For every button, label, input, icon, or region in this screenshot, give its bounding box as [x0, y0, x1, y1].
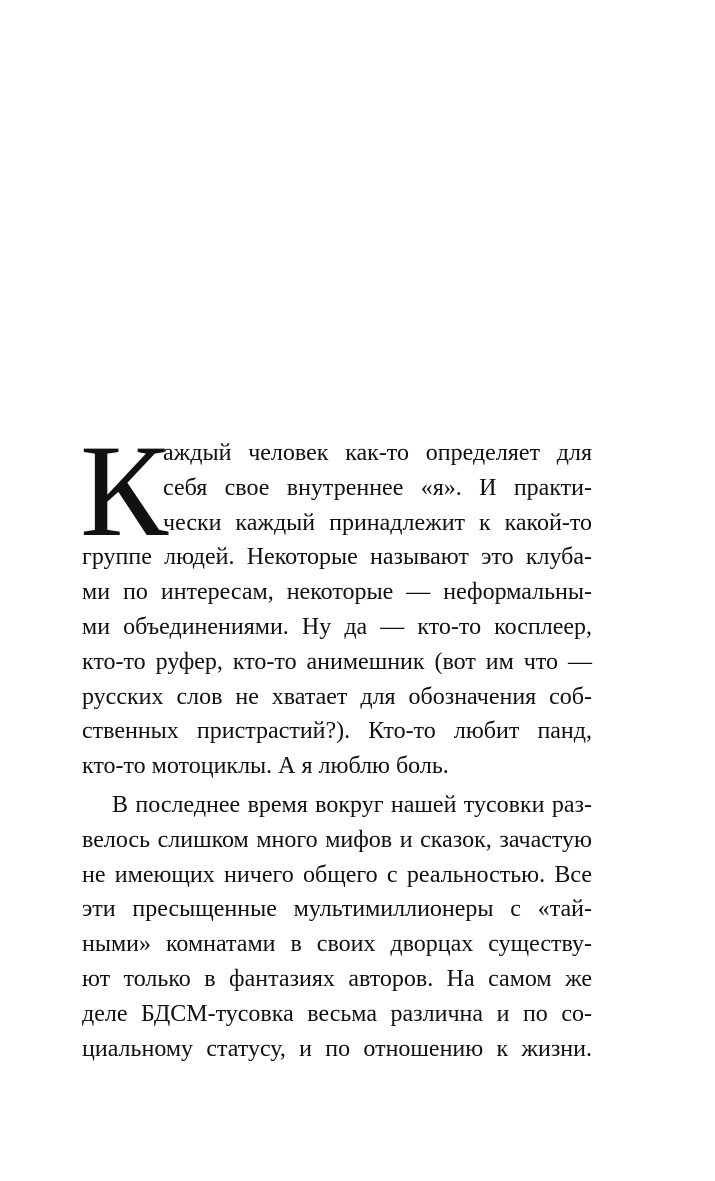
text-line: эти пресыщенные мультимиллионеры с «тай- [82, 896, 592, 923]
text-line: чески каждый принадлежит к какой-то [163, 509, 592, 536]
text-line: деле БДСМ-тусовка весьма различна и по со- [82, 1000, 592, 1027]
drop-cap-letter: К [80, 417, 169, 564]
text-line: русских слов не хватает для обозначения соб- [82, 683, 592, 710]
body-text [82, 436, 592, 1066]
text-line: группе людей. Некоторые называют это клуба- [82, 544, 592, 571]
text-line: циальному статусу, и по отношению к жизни. [82, 1035, 592, 1062]
text-line: кто-то мотоциклы. А я люблю боль. [82, 753, 449, 780]
paragraph-1 [82, 436, 592, 784]
text-line: аждый человек как-то определяет для [163, 440, 592, 466]
text-line: ми по интересам, некоторые — неформальны- [82, 579, 592, 606]
text-line: ственных пристрастий?). Кто-то любит панд, [82, 718, 592, 745]
text-line: ют только в фантазиях авторов. На самом же [82, 965, 592, 992]
text-line: велось слишком много мифов и сказок, зачастую [82, 826, 592, 853]
text-line: ными» комнатами в своих дворцах существу- [82, 931, 592, 958]
text-line: ми объединениями. Ну да — кто-то косплеер, [82, 613, 592, 640]
paragraph-2 [82, 788, 592, 1066]
text-line: себя свое внутреннее «я». И практи- [163, 474, 592, 501]
text-line: В последнее время вокруг нашей тусовки раз- [112, 791, 592, 818]
text-line: не имеющих ничего общего с реальностью. Все [82, 861, 592, 888]
text-line: кто-то руфер, кто-то анимешник (вот им что — [82, 648, 592, 675]
